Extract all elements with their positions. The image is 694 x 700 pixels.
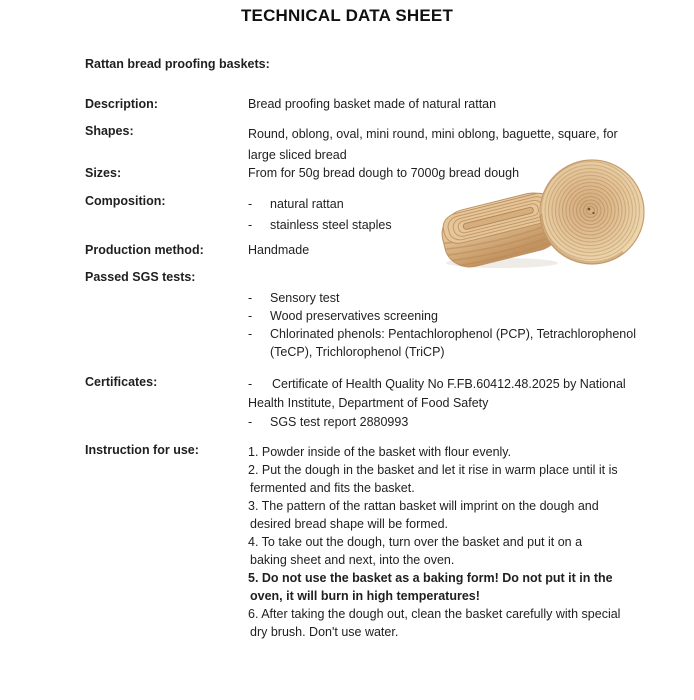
composition-list [248,194,392,236]
instructions-list [248,443,620,641]
page-title: TECHNICAL DATA SHEET [240,6,454,25]
bullet-dash: - [248,309,253,323]
shapes-label: Shapes: [85,124,134,138]
product-photo [440,157,670,275]
list-item: - Chlorinated phenols: Pentachlorophenol (PCP), Tetrachlorophenol [248,327,636,341]
production-method-label: Production method: [85,243,204,257]
instruction-line: dry brush. Don't use water. [250,625,399,639]
sgs-tests-list [248,289,636,361]
instruction-line: 4. To take out the dough, turn over the basket and put it on a [248,535,583,549]
bullet-dash: - [248,415,253,429]
product-heading: Rattan bread proofing baskets: [85,57,270,71]
description-value: Bread proofing basket made of natural rattan [248,97,497,111]
list-item: - stainless steel staples [248,215,392,236]
production-method-value: Handmade [248,243,310,257]
instructions-label: Instruction for use: [85,443,199,457]
certificates-label: Certificates: [85,375,158,389]
list-item-continuation: Health Institute, Department of Food Safety [248,396,489,410]
list-item: - SGS test report 2880993 [248,413,626,432]
list-item-continuation: (TeCP), Trichlorophenol (TriCP) [270,345,445,359]
bullet-dash: - [248,377,253,391]
list-item: - natural rattan [248,194,392,215]
shapes-line: large sliced bread [248,148,347,162]
bullet-dash: - [248,291,253,305]
list-item: - Wood preservatives screening [248,309,438,323]
list-item: - Certificate of Health Quality No F.FB.60412.48.2025 by National [248,375,626,394]
instruction-line: 2. Put the dough in the basket and let it rise in warm place until it is [248,463,618,477]
sgs-tests-label: Passed SGS tests: [85,270,196,284]
list-item: - Sensory test [248,291,340,305]
instruction-line: baking sheet and next, into the oven. [250,553,455,567]
instruction-line: 6. After taking the dough out, clean the basket carefully with special [248,607,621,621]
composition-label: Composition: [85,194,166,208]
round-basket-illustration [540,160,644,264]
instruction-line: fermented and fits the basket. [250,481,415,495]
instruction-line-warning: 5. Do not use the basket as a baking form! Do not put it in the [248,571,613,585]
description-label: Description: [85,97,158,111]
sizes-value: From for 50g bread dough to 7000g bread dough [248,166,520,180]
instruction-line: 1. Powder inside of the basket with flour evenly. [248,445,512,459]
shapes-line: Round, oblong, oval, mini round, mini oblong, baguette, square, for [248,127,618,141]
bullet-dash: - [248,218,253,232]
instruction-line: 3. The pattern of the rattan basket will imprint on the dough and [248,499,599,513]
sizes-label: Sizes: [85,166,122,180]
instruction-line: desired bread shape will be formed. [250,517,449,531]
bullet-dash: - [248,197,253,211]
certificates-list [248,375,626,432]
bullet-dash: - [248,327,253,341]
instruction-line-warning: oven, it will burn in high temperatures! [250,589,480,603]
